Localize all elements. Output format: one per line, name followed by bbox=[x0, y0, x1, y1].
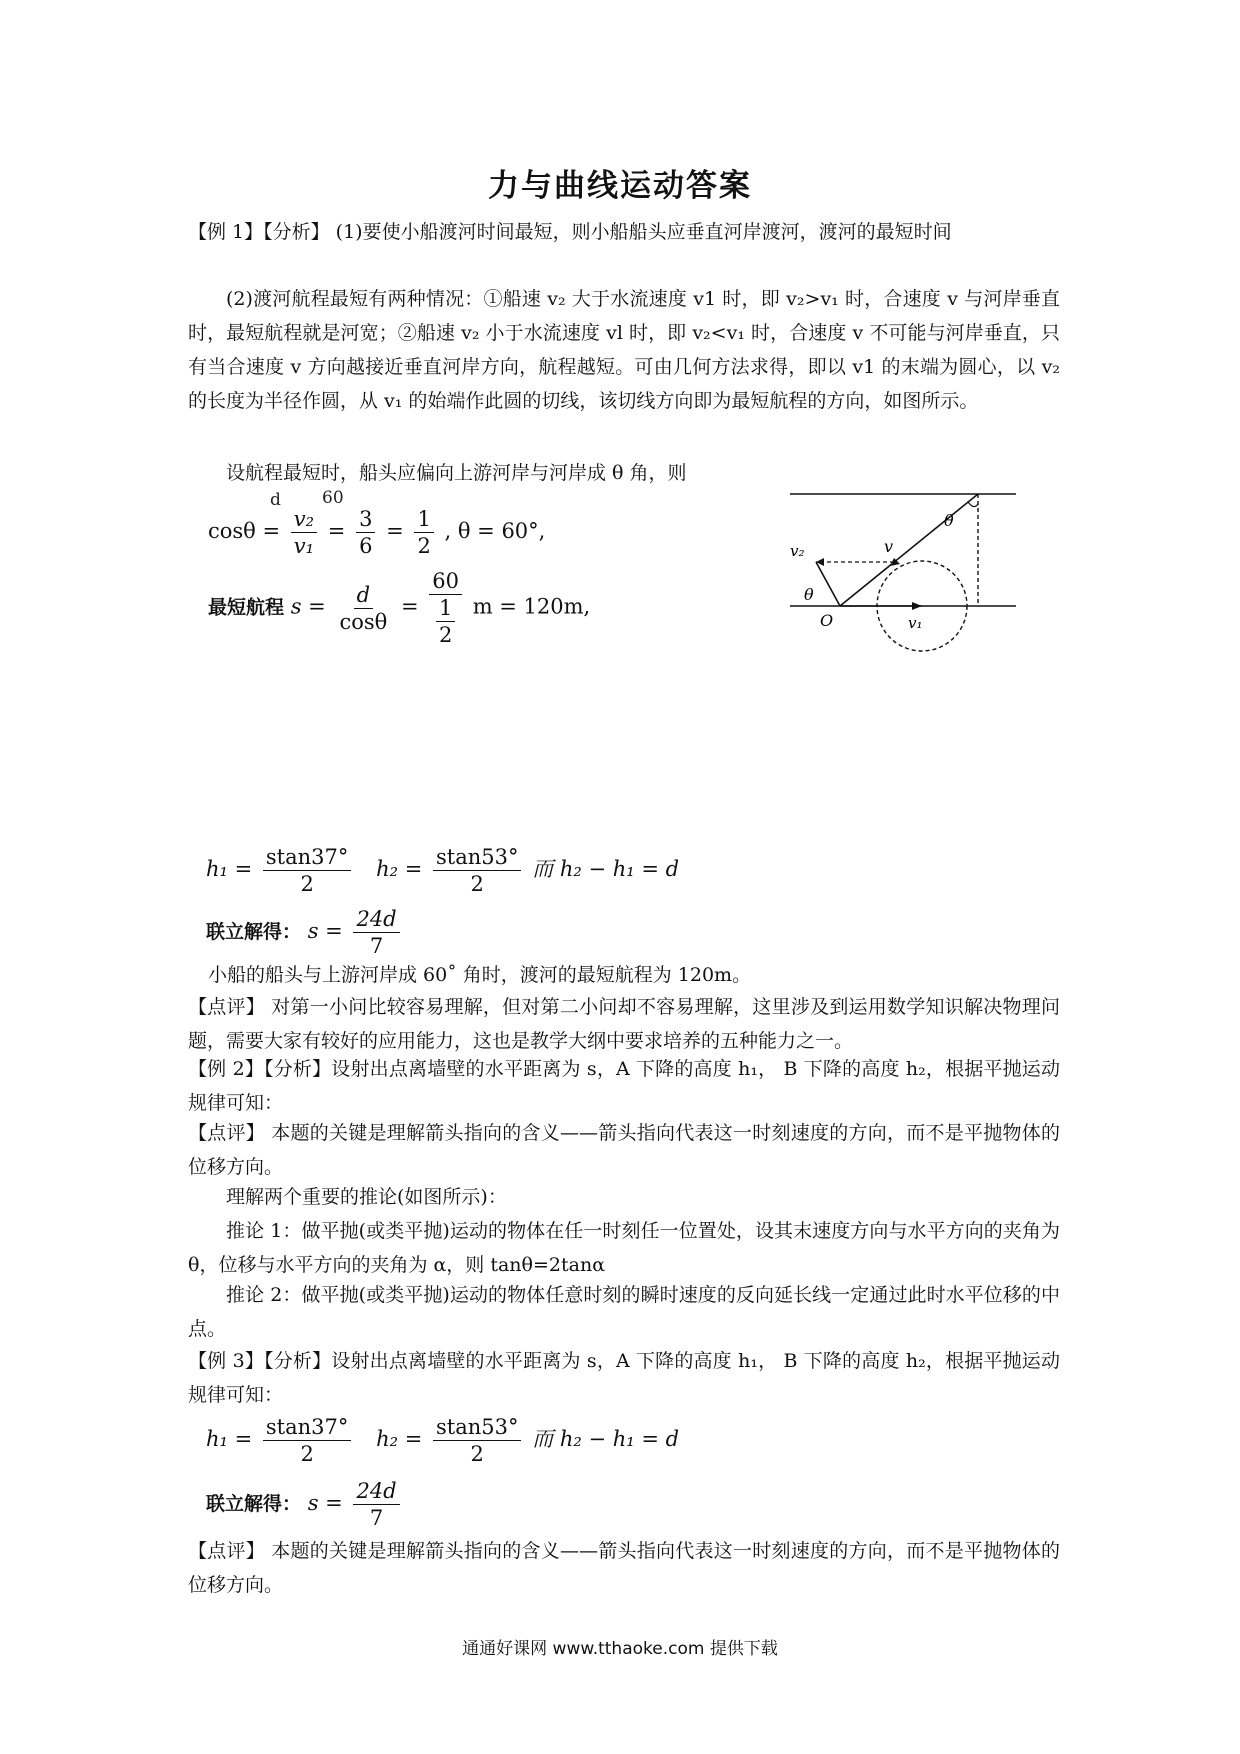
formula-label: 最短航程 bbox=[208, 596, 285, 619]
solve-label: 联立解得： bbox=[206, 921, 302, 943]
numerator: 1 bbox=[414, 506, 433, 533]
numerator: stan37° bbox=[263, 1414, 351, 1441]
example1-comment: 【点评】 对第一小问比较容易理解，但对第二小问却不容易理解，这里涉及到运用数学知识解决物理问题，需要大家有较好的应用能力，这也是教学大纲中要求培养的五种能力之一。 bbox=[188, 996, 1060, 1052]
example3-comment: 【点评】 本题的关键是理解箭头指向的含义——箭头指向代表这一时刻速度的方向，而不是平抛物体的位移方向。 bbox=[188, 1540, 1060, 1596]
fraction-h2 bbox=[433, 844, 521, 897]
formula-s: s = bbox=[290, 594, 326, 619]
example1-analysis: 【例 1】【分析】 (1)要使小船渡河时间最短，则小船船头应垂直河岸渡河，渡河的最短时间 bbox=[188, 221, 952, 243]
example1-paragraph-2: (2)渡河航程最短有两种情况：①船速 v₂ 大于水流速度 v1 时，即 v₂>v₁ 时，合速度 v 与河岸垂直时，最短航程就是河宽；②船速 v₂ 小于水流速度 vl 时，即 v₂<v₁ 时，合速度 v 不可能与河岸垂直，只有当合速度 v 方向越接近垂直河岸方向，航程越短。可由几何方法求得，即以 v1 的末端为圆心，以 v₂ 的长度为半径作圆，从 v₁ 的始端作此圆的切线，该切线方向即为最短航程的方向，如图所示。 bbox=[188, 288, 1060, 412]
h1-lhs: h₁ = bbox=[206, 1427, 253, 1451]
fraction-h2 bbox=[433, 1414, 521, 1467]
numerator: 60 bbox=[429, 568, 462, 595]
fraction-solve bbox=[353, 906, 399, 959]
equation-tail: 而 h₂ − h₁ = d bbox=[532, 1427, 680, 1451]
label-O: O bbox=[820, 611, 834, 630]
example1-paragraph-3: 设航程最短时，船头应偏向上游河岸与河岸成 θ 角，则 bbox=[226, 462, 687, 484]
numerator: stan37° bbox=[263, 844, 351, 871]
numerator: v₂ bbox=[291, 506, 317, 533]
formula-cos-theta: cosθ = $\frac{\text{v₂}}{\text{v₁}}$ = $\frac{3}{6}$ = $\frac{1}{2}$ , θ = 60°, bbox=[208, 507, 546, 558]
numerator: stan53° bbox=[433, 844, 521, 871]
denominator: 7 bbox=[369, 1506, 384, 1530]
example2-comment: 【点评】 本题的关键是理解箭头指向的含义——箭头指向代表这一时刻速度的方向，而不是平抛物体的位移方向。 bbox=[188, 1122, 1060, 1178]
label-theta-left: θ bbox=[804, 585, 814, 604]
numerator: stan53° bbox=[433, 1414, 521, 1441]
h1-lhs: h₁ = bbox=[206, 857, 253, 881]
inner-denominator: 2 bbox=[438, 623, 453, 647]
fraction-60-half bbox=[429, 568, 462, 648]
fraction-3-6 bbox=[356, 506, 375, 559]
label-v1: v₁ bbox=[908, 614, 923, 632]
denominator: 2 bbox=[300, 872, 314, 896]
denominator: 2 bbox=[470, 1442, 484, 1466]
denominator: 2 bbox=[470, 872, 484, 896]
numerator: d bbox=[354, 582, 373, 609]
numerator: 24d bbox=[353, 1478, 399, 1505]
equation-heights-a bbox=[206, 844, 679, 897]
numerator: 24d bbox=[353, 906, 399, 933]
h2-lhs: h₂ = bbox=[376, 857, 423, 881]
v2-vector bbox=[816, 562, 840, 606]
equation-solve-a bbox=[206, 906, 404, 959]
formula-tail: m = 120m, bbox=[472, 594, 591, 619]
inference-1: 推论 1：做平抛(或类平抛)运动的物体在任一时刻任一位置处，设其末速度方向与水平方向的夹角为 θ，位移与水平方向的夹角为 α，则 tanθ=2tanα bbox=[188, 1220, 1060, 1276]
fraction-h1 bbox=[263, 1414, 351, 1467]
denominator bbox=[433, 595, 458, 648]
denominator: v₁ bbox=[293, 534, 315, 558]
inner-numerator: 1 bbox=[436, 595, 455, 622]
theta-arc-top bbox=[968, 502, 978, 507]
inferences-intro: 理解两个重要的推论(如图所示)： bbox=[226, 1186, 507, 1208]
solve-lhs: s = bbox=[307, 1491, 343, 1515]
formula-tail: , θ = 60°, bbox=[444, 519, 546, 543]
fraction-1-2 bbox=[414, 506, 433, 559]
label-v: v bbox=[884, 537, 894, 556]
v1-arrowhead bbox=[912, 602, 922, 610]
denominator: 6 bbox=[359, 534, 373, 558]
resultant-velocity-line bbox=[840, 494, 978, 606]
example2-analysis: 【例 2】【分析】设射出点离墙壁的水平距离为 s，A 下降的高度 h₁， B 下降的高度 h₂，根据平抛运动规律可知： bbox=[188, 1058, 1060, 1114]
denominator: cosθ bbox=[339, 609, 388, 634]
page-footer: 通通好课网 www.tthaoke.com 提供下载 bbox=[462, 1639, 778, 1659]
denominator: 2 bbox=[417, 534, 431, 558]
equation-tail: 而 h₂ − h₁ = d bbox=[532, 857, 680, 881]
formula-shortest-path: 最短航程 s = $\frac{d}{\cos\theta}$ = $\frac{60}{\frac{1}{2}}$ m = 120m, bbox=[208, 569, 591, 647]
equation-heights-b bbox=[206, 1414, 679, 1467]
numerator: 3 bbox=[356, 506, 375, 533]
example1-conclusion: 小船的船头与上游河岸成 60˚ 角时，渡河的最短航程为 120m。 bbox=[208, 964, 752, 986]
handwritten-d: d bbox=[270, 490, 281, 510]
inference-2: 推论 2：做平抛(或类平抛)运动的物体任意时刻的瞬时速度的反向延长线一定通过此时水平位移的中点。 bbox=[188, 1284, 1060, 1340]
fraction-v2-v1 bbox=[291, 506, 317, 559]
denominator: 7 bbox=[369, 934, 384, 958]
formula-lhs: cosθ = bbox=[208, 519, 281, 543]
example3-analysis: 【例 3】【分析】设射出点离墙壁的水平距离为 s，A 下降的高度 h₁， B 下降的高度 h₂，根据平抛运动规律可知： bbox=[188, 1350, 1060, 1406]
h2-lhs: h₂ = bbox=[376, 1427, 423, 1451]
fraction-solve bbox=[353, 1478, 399, 1531]
page-title: 力与曲线运动答案 bbox=[488, 168, 752, 204]
equation-solve-b bbox=[206, 1478, 404, 1531]
denominator: 2 bbox=[300, 1442, 314, 1466]
solve-label: 联立解得： bbox=[206, 1493, 302, 1515]
label-theta-top: θ bbox=[944, 511, 954, 530]
solve-lhs: s = bbox=[307, 919, 343, 943]
label-v2: v₂ bbox=[790, 542, 805, 560]
fraction-d-cos bbox=[336, 582, 390, 635]
river-crossing-diagram bbox=[790, 488, 1020, 658]
fraction-h1 bbox=[263, 844, 351, 897]
handwritten-60: 60 bbox=[322, 488, 344, 508]
